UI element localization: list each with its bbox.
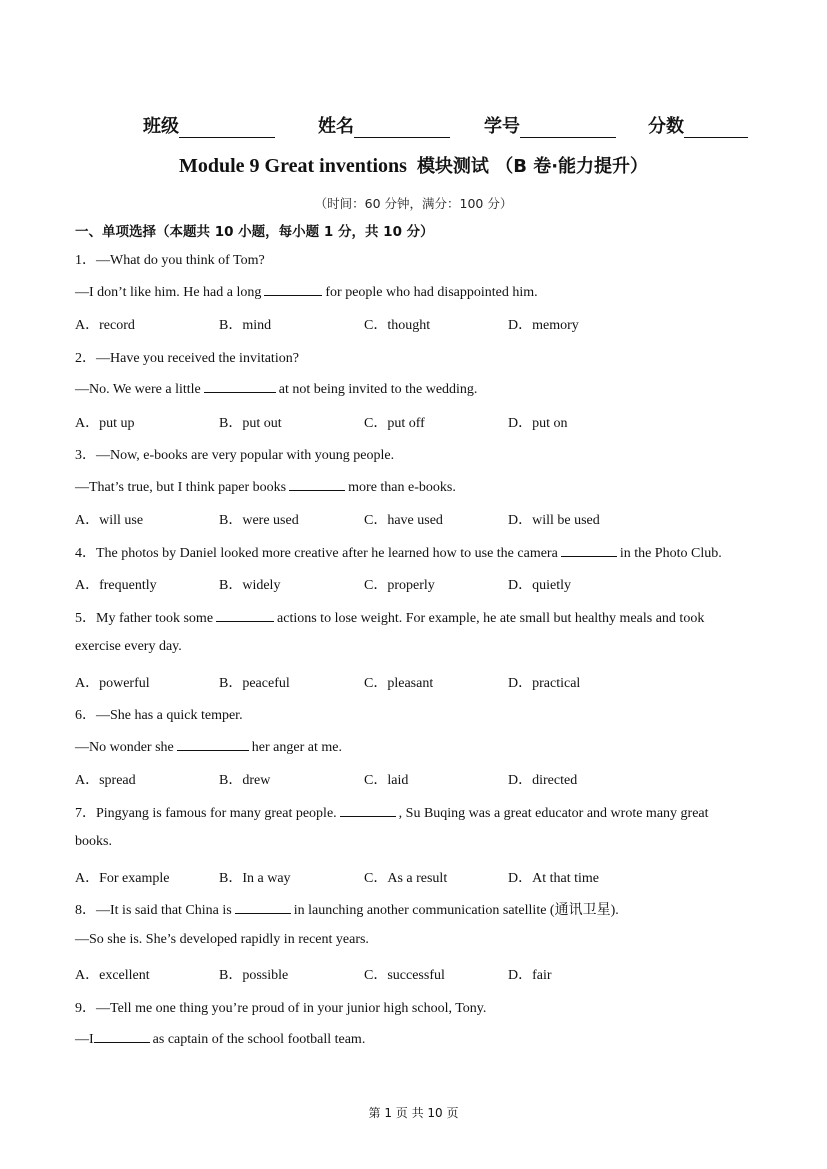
q5-text-after: actions to lose weight. For example, he ate small but healthy meals and took <box>277 611 705 626</box>
q1-option-b: B．mind <box>219 318 272 333</box>
q8-stem <box>75 899 619 919</box>
q3-stem: 3．—Now, e-books are very popular with young people. <box>75 448 395 463</box>
q4-text-before: 4．The photos by Daniel looked more creative after he learned how to use the camera <box>75 546 558 561</box>
q9-text-before: —I <box>75 1032 94 1047</box>
q2-stem: 2．—Have you received the invitation? <box>75 351 299 366</box>
q9-blank <box>94 1029 150 1043</box>
q1-blank <box>264 282 322 296</box>
q3-text-after: more than e-books. <box>348 480 456 495</box>
score-blank <box>684 119 748 138</box>
q6-option-d: D．directed <box>508 773 578 788</box>
q9-line2 <box>75 1029 365 1048</box>
q4-blank <box>561 543 617 557</box>
q7-option-b: B．In a way <box>219 871 291 886</box>
score-field <box>648 112 748 138</box>
q5-option-c: C．pleasant <box>364 676 434 691</box>
q5-option-d: D．practical <box>508 676 581 691</box>
q3-blank <box>289 477 345 491</box>
q2-text-after: at not being invited to the wedding. <box>278 382 478 397</box>
q6-text-before: —No wonder she <box>75 740 174 755</box>
q8-option-b: B．possible <box>219 968 289 983</box>
q3-option-b: B．were used <box>219 513 299 528</box>
q4-option-d: D．quietly <box>508 578 571 593</box>
q2-blank <box>204 379 276 393</box>
q1-option-d: D．memory <box>508 318 579 333</box>
q3-option-d: D．will be used <box>508 513 600 528</box>
q5-blank <box>216 608 274 622</box>
q7-text-after: , Su Buqing was a great educator and wrote many great <box>398 806 709 821</box>
score-label: 分数 <box>648 116 684 137</box>
q1-option-c: C．thought <box>364 318 431 333</box>
q6-text-after: her anger at me. <box>251 740 342 755</box>
q5-option-a: A．powerful <box>75 676 150 691</box>
q6-option-b: B．drew <box>219 773 271 788</box>
q2-option-c: C．put off <box>364 416 425 431</box>
q4-option-b: B．widely <box>219 578 281 593</box>
q7-text-before: 7．Pingyang is famous for many great people. <box>75 806 337 821</box>
exam-info: （时间：60 分钟，满分：100 分） <box>314 196 513 211</box>
q7-option-d: D．At that time <box>508 871 599 886</box>
q6-line2 <box>75 737 342 756</box>
q9-text-after: as captain of the school football team. <box>152 1032 366 1047</box>
q8-blank <box>235 900 291 914</box>
class-label: 班级 <box>143 116 179 137</box>
class-field <box>143 112 275 138</box>
q8-text-after: in launching another communication satellite (通讯卫星). <box>293 903 619 918</box>
q2-line2 <box>75 379 477 398</box>
q2-option-d: D．put on <box>508 416 568 431</box>
q1-option-a: A．record <box>75 318 135 333</box>
q2-option-b: B．put out <box>219 416 282 431</box>
q6-blank <box>177 737 249 751</box>
q8-text-before: 8．—It is said that China is <box>75 903 232 918</box>
class-blank <box>179 119 275 138</box>
q4-option-c: C．properly <box>364 578 435 593</box>
id-blank <box>520 119 616 138</box>
q4-stem <box>75 542 722 562</box>
q8-line2: —So she is. She’s developed rapidly in recent years. <box>75 932 369 947</box>
name-blank <box>354 119 450 138</box>
q8-option-d: D．fair <box>508 968 552 983</box>
q6-option-c: C．laid <box>364 773 409 788</box>
page-title <box>0 152 827 178</box>
q3-text-before: —That’s true, but I think paper books <box>75 480 287 495</box>
q2-text-before: —No. We were a little <box>75 382 201 397</box>
q5-line2: exercise every day. <box>75 639 182 654</box>
q7-option-c: C．As a result <box>364 871 448 886</box>
q1-stem: 1．—What do you think of Tom? <box>75 253 265 268</box>
q8-option-c: C．successful <box>364 968 445 983</box>
q6-stem: 6．—She has a quick temper. <box>75 708 243 723</box>
q7-stem <box>75 802 709 822</box>
q4-option-a: A．frequently <box>75 578 157 593</box>
q2-option-a: A．put up <box>75 416 135 431</box>
q4-text-after: in the Photo Club. <box>619 546 722 561</box>
q5-stem <box>75 607 704 627</box>
q5-option-b: B．peaceful <box>219 676 290 691</box>
q7-blank <box>340 803 396 817</box>
q1-line2 <box>75 282 538 301</box>
q3-line2 <box>75 477 456 496</box>
name-label: 姓名 <box>318 116 354 137</box>
name-field <box>318 112 450 138</box>
q5-text-before: 5．My father took some <box>75 611 214 626</box>
id-field <box>484 112 616 138</box>
q3-option-c: C．have used <box>364 513 443 528</box>
title-cn: 模块测试 （B 卷·能力提升） <box>416 156 649 177</box>
q3-option-a: A．will use <box>75 513 144 528</box>
section-heading: 一、单项选择（本题共 10 小题，每小题 1 分，共 10 分） <box>75 224 434 240</box>
q6-option-a: A．spread <box>75 773 136 788</box>
q8-option-a: A．excellent <box>75 968 150 983</box>
q9-stem: 9．—Tell me one thing you’re proud of in your junior high school, Tony. <box>75 1001 487 1016</box>
id-label: 学号 <box>484 116 520 137</box>
title-en: Module 9 Great inventions <box>178 155 407 177</box>
q1-text-after: for people who had disappointed him. <box>325 285 538 300</box>
page-number: 第 1 页 共 10 页 <box>368 1106 459 1120</box>
q7-option-a: A．For example <box>75 871 170 886</box>
q1-text-before: —I don’t like him. He had a long <box>75 285 262 300</box>
q7-line2: books. <box>75 834 112 849</box>
